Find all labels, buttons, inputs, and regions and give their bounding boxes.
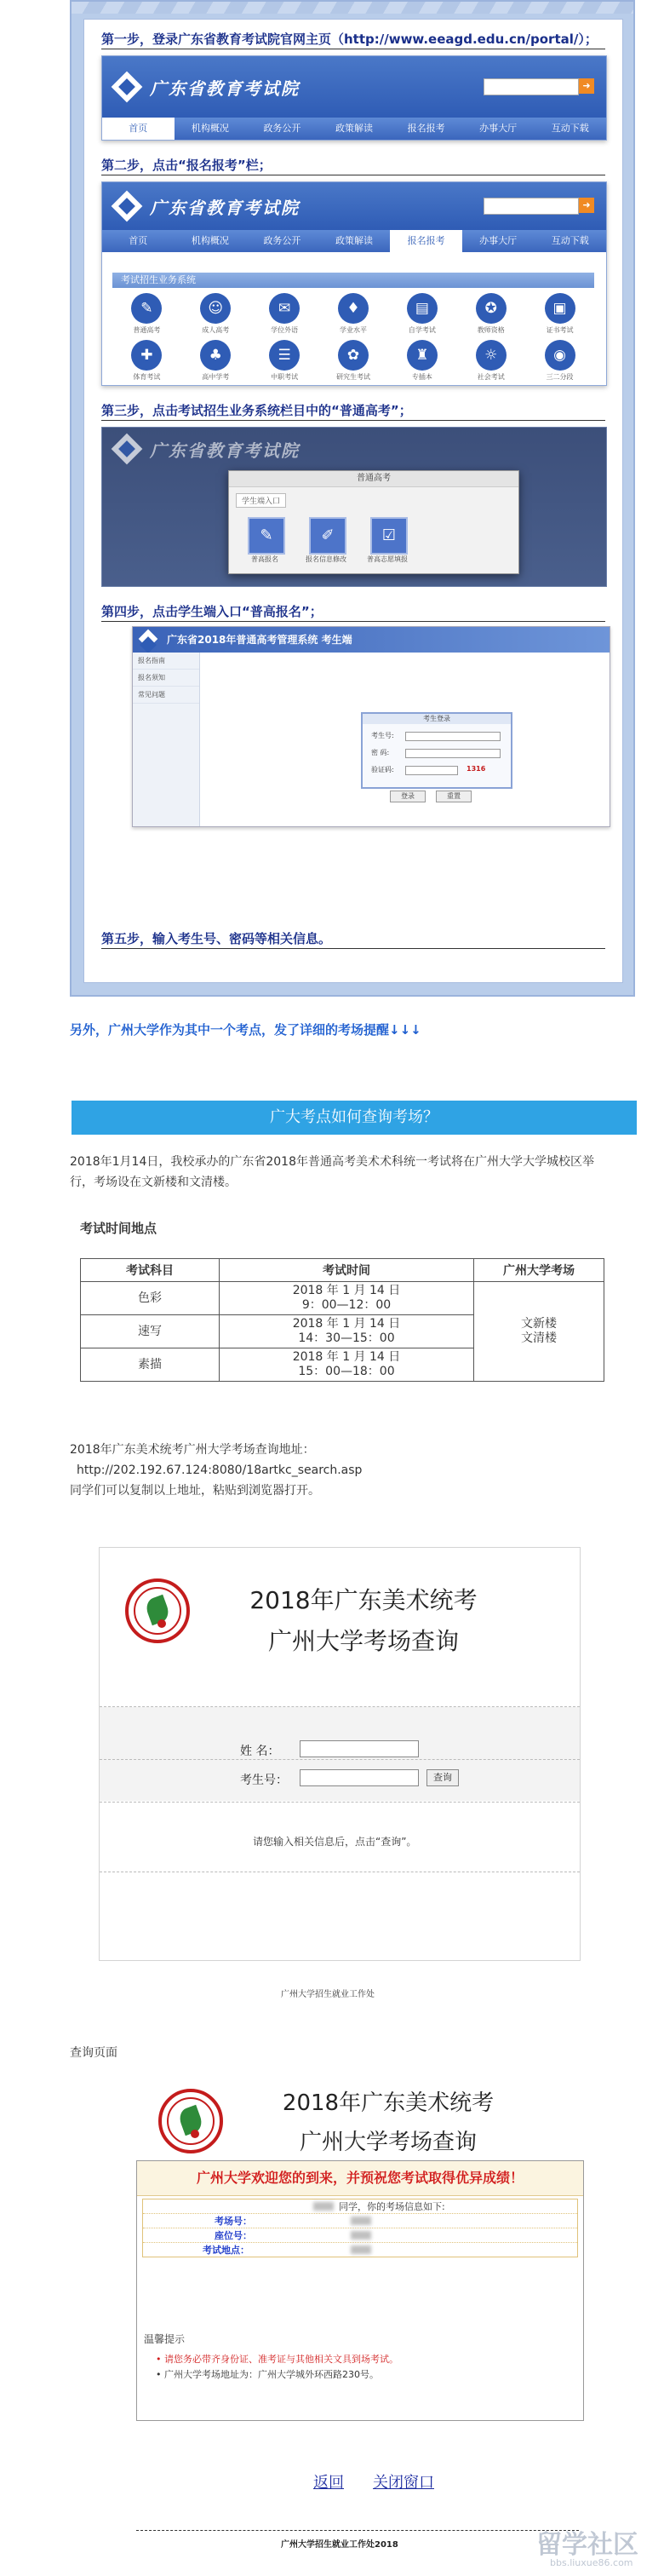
- exam-table: [80, 1258, 604, 1382]
- business-icon-label: 体育考试: [133, 373, 161, 381]
- modal-item-register[interactable]: 普高报名: [251, 555, 278, 563]
- dashed-divider: [100, 1759, 580, 1760]
- exam-id-field[interactable]: [405, 732, 501, 741]
- business-icon-item[interactable]: [181, 293, 250, 335]
- business-icon-label: 研究生考试: [335, 373, 370, 381]
- business-icon-label: 普通高考: [133, 326, 161, 334]
- login-screenshot: [132, 626, 610, 827]
- query-address-hint: 同学们可以复制以上地址，粘贴到浏览器打开。: [70, 1484, 320, 1498]
- table-cell: [220, 1348, 474, 1382]
- guide-panel: [70, 0, 635, 997]
- business-icon-item[interactable]: [525, 293, 594, 335]
- seal-dot: [157, 1619, 166, 1628]
- nav-service[interactable]: 办事大厅: [479, 123, 518, 134]
- tip-text: 广州大学考场地址为：广州大学城外环西路230号。: [164, 2369, 379, 2380]
- business-icon: ✎: [131, 293, 162, 324]
- sidebar-item[interactable]: 常见问题: [133, 687, 199, 704]
- query-hint: 请您输入相关信息后，点击“查询”。: [253, 1836, 417, 1848]
- sidebar-item[interactable]: 报名须知: [133, 670, 199, 687]
- blue-note: 另外，广州大学作为其中一个考点，发了详细的考场提醒↓↓↓: [70, 1022, 421, 1038]
- venue-text: 文清楼: [521, 1331, 557, 1345]
- business-icon-label: 成人高考: [202, 326, 230, 334]
- table-cell: 色彩: [81, 1282, 220, 1315]
- portal-screenshot-1: [101, 55, 607, 141]
- volunteer-icon[interactable]: ☑: [370, 517, 408, 555]
- business-icon-label: 中职考试: [271, 373, 299, 381]
- step-5-title: 第五步，输入考生号、密码等相关信息。: [101, 931, 332, 946]
- business-icon-item[interactable]: [319, 340, 388, 382]
- redacted-value: [351, 2217, 371, 2225]
- table-header: 广州大学考场: [474, 1259, 604, 1282]
- business-icon-item[interactable]: [250, 340, 319, 382]
- time-text: 15：00—18：00: [298, 1365, 395, 1378]
- dashed-divider: [100, 1802, 580, 1803]
- field-label: 考试地点：: [203, 2245, 249, 2256]
- business-icon-label: 高中学考: [202, 373, 230, 381]
- redacted-value: [351, 2245, 371, 2254]
- login-form-title: 考生登录: [363, 714, 511, 724]
- modal-title: 普通高考: [229, 471, 518, 487]
- divider: [101, 621, 605, 622]
- modal-item-edit[interactable]: 报名信息修改: [306, 555, 346, 563]
- step-4-title: 第四步，点击学生端入口“普高报名”；: [101, 604, 323, 619]
- login-form: [361, 712, 512, 789]
- business-icon-label: 三二分段: [546, 373, 574, 381]
- business-icon-item[interactable]: [387, 293, 456, 335]
- search-input[interactable]: [484, 78, 579, 95]
- login-sidebar: [133, 653, 200, 826]
- register-icon[interactable]: ✎: [248, 517, 285, 555]
- divider: [101, 948, 605, 949]
- back-link[interactable]: 返回: [313, 2474, 344, 2492]
- captcha-field[interactable]: [405, 766, 458, 775]
- password-field[interactable]: [405, 749, 501, 758]
- table-cell: [220, 1282, 474, 1315]
- seal-dot: [191, 2130, 199, 2138]
- close-window-link[interactable]: 关闭窗口: [373, 2474, 434, 2492]
- result-footer: 广州大学招生就业工作处2018: [281, 2540, 398, 2550]
- watermark-sub: bbs.liuxue86.com: [550, 2557, 633, 2568]
- gaokao-modal: [228, 470, 519, 574]
- watermark-main: 留学社区: [536, 2530, 638, 2560]
- portal-logo-text: 广东省教育考试院: [150, 440, 300, 461]
- label-password: 密 码:: [371, 749, 390, 756]
- business-icon-item[interactable]: [112, 340, 181, 382]
- label-captcha: 验证码:: [371, 766, 394, 773]
- business-icon-item[interactable]: [112, 293, 181, 335]
- business-icon: ☼: [476, 340, 507, 371]
- portal-nav: [102, 230, 606, 252]
- date-text: 2018 年 1 月 14 日: [292, 1350, 401, 1364]
- business-icon-item[interactable]: [319, 293, 388, 335]
- decorative-strip: [72, 2, 633, 14]
- edit-icon[interactable]: ✐: [309, 517, 346, 555]
- tip-item: • 请您务必带齐身份证、准考证与其他相关文具到场考试。: [156, 2354, 398, 2365]
- query-address-url[interactable]: http://202.192.67.124:8080/18artkc_search.asp: [77, 1463, 363, 1477]
- redacted-name: [313, 2202, 334, 2211]
- name-field[interactable]: [300, 1740, 419, 1757]
- business-icon-item[interactable]: [456, 340, 525, 382]
- business-icon: ♣: [200, 340, 231, 371]
- step-2-title: 第二步，点击“报名报考”栏；: [101, 158, 272, 173]
- business-icon: ☺: [200, 293, 231, 324]
- field-label: 考场号：: [215, 2216, 252, 2227]
- portal-banner: [102, 56, 606, 118]
- tip-item: • 广州大学考场地址为：广州大学城外环西路230号。: [156, 2369, 379, 2380]
- result-info-table: [142, 2199, 578, 2257]
- date-text: 2018 年 1 月 14 日: [292, 1317, 401, 1331]
- date-text: 2018 年 1 月 14 日: [292, 1284, 401, 1297]
- nav-register[interactable]: 报名报考: [390, 230, 462, 252]
- university-seal-icon: [125, 1578, 190, 1643]
- table-header: 考试科目: [81, 1259, 220, 1282]
- business-icon-item[interactable]: [250, 293, 319, 335]
- portal-banner: [102, 182, 606, 230]
- business-icon-label: 自学考试: [408, 326, 436, 334]
- result-row: [143, 2199, 577, 2214]
- business-icon-label: 学业水平: [339, 326, 367, 334]
- reset-button[interactable]: 重置: [436, 791, 472, 802]
- table-header: 考试时间: [220, 1259, 474, 1282]
- name-label: 姓 名：: [240, 1745, 280, 1758]
- search-icon[interactable]: ➜: [579, 78, 594, 94]
- business-icon: ▤: [407, 293, 438, 324]
- business-icon: ♜: [407, 340, 438, 371]
- login-banner: 广东省2018年普通高考管理系统 考生端: [133, 627, 610, 653]
- table-cell: 速写: [81, 1315, 220, 1348]
- business-icon-label: 专插本: [411, 373, 432, 381]
- result-row: [143, 2243, 577, 2257]
- section-title-bar: 广大考点如何查询考场？: [72, 1101, 637, 1135]
- business-icon-item[interactable]: [456, 293, 525, 335]
- business-icon: ✚: [131, 340, 162, 371]
- logo-icon: [112, 434, 143, 465]
- nav-service[interactable]: 办事大厅: [479, 235, 518, 246]
- nav-policy[interactable]: 政策解读: [335, 235, 374, 246]
- business-icon-label: 证书考试: [546, 326, 574, 334]
- captcha-image: 1316: [467, 765, 486, 773]
- query-button[interactable]: 查询: [426, 1769, 459, 1786]
- field-label: 座位号：: [215, 2230, 252, 2241]
- nav-home[interactable]: 首页: [102, 118, 175, 140]
- footer-divider: [136, 2530, 579, 2531]
- nav-public[interactable]: 政务公开: [263, 235, 301, 246]
- venue-text: 文新楼: [521, 1317, 557, 1331]
- time-text: 9：00—12：00: [301, 1298, 392, 1312]
- nav-about[interactable]: 机构概况: [191, 235, 229, 246]
- business-icon-label: 学位外语: [271, 326, 299, 334]
- nav-policy[interactable]: 政策解读: [335, 123, 374, 134]
- portal-screenshot-2: [101, 181, 607, 386]
- table-cell: [220, 1315, 474, 1348]
- time-text: 14：30—15：00: [298, 1331, 395, 1345]
- university-seal-icon: [158, 2089, 223, 2153]
- business-icon-label: 社会考试: [477, 373, 505, 381]
- result-title-1: 2018年广东美术统考: [282, 2090, 495, 2116]
- nav-home[interactable]: 首页: [129, 235, 148, 246]
- logo-icon: [112, 72, 143, 103]
- nav-public[interactable]: 政务公开: [263, 123, 301, 134]
- query-title-2: 广州大学考场查询: [267, 1627, 459, 1655]
- query-page-screenshot: [99, 1547, 581, 1961]
- result-row: [143, 2214, 577, 2228]
- exam-heading: 考试时间地点: [80, 1221, 157, 1236]
- nav-download[interactable]: 互动下载: [551, 235, 589, 246]
- portal-nav: [102, 118, 606, 140]
- divider: [101, 420, 605, 421]
- table-row: [81, 1282, 604, 1315]
- welcome-banner: 广州大学欢迎您的到来，并预祝您考试取得优异成绩！: [137, 2161, 583, 2196]
- student-entry-tab[interactable]: 学生端入口: [236, 493, 286, 508]
- portal-logo-text: 广东省教育考试院: [150, 198, 300, 218]
- label-exam-id: 考生号:: [371, 732, 394, 739]
- step-3-title: 第三步，点击考试招生业务系统栏目中的“普通高考”；: [101, 403, 412, 418]
- business-icon: ♦: [338, 293, 369, 324]
- business-system-bar: 考试招生业务系统: [112, 273, 594, 288]
- business-icon: ✿: [338, 340, 369, 371]
- login-button[interactable]: 登录: [390, 791, 426, 802]
- tip-text: 请您务必带齐身份证、准考证与其他相关文具到场考试。: [164, 2354, 398, 2365]
- tips-title: 温馨提示: [144, 2333, 186, 2345]
- business-icon: ☰: [269, 340, 300, 371]
- business-icon-item[interactable]: [525, 340, 594, 382]
- redacted-value: [351, 2231, 371, 2240]
- nav-register[interactable]: 报名报考: [407, 123, 445, 134]
- business-icon-item[interactable]: [181, 340, 250, 382]
- portal-screenshot-3: [101, 427, 607, 587]
- query-address-label: 2018年广东美术统考广州大学考场查询地址：: [70, 1443, 315, 1457]
- business-icon: ✪: [476, 293, 507, 324]
- exam-id-label: 考生号：: [240, 1774, 288, 1787]
- result-caption: 查询页面: [70, 2046, 117, 2060]
- result-panel: [136, 2160, 584, 2421]
- query-footer: 广州大学招生就业工作处: [281, 1990, 375, 1999]
- business-icon-item[interactable]: [387, 340, 456, 382]
- business-icon: ✉: [269, 293, 300, 324]
- nav-about[interactable]: 机构概况: [191, 123, 229, 134]
- portal-logo-text: 广东省教育考试院: [150, 78, 300, 99]
- step-1-title: 第一步，登录广东省教育考试院官网主页（http://www.eeagd.edu.cn/portal/）；: [101, 32, 598, 47]
- query-title-1: 2018年广东美术统考: [249, 1586, 478, 1614]
- intro-paragraph: 2018年1月14日，我校承办的广东省2018年普通高考美术术科统一考试将在广州大学大学城校区举行，考场设在文新楼和文清楼。: [70, 1155, 594, 1189]
- venue-cell: [474, 1282, 604, 1382]
- sidebar-item[interactable]: 报名指南: [133, 653, 199, 670]
- result-title-2: 广州大学考场查询: [299, 2130, 477, 2155]
- greeting-text: 同学，你的考场信息如下:: [339, 2201, 445, 2212]
- nav-download[interactable]: 互动下载: [551, 123, 589, 134]
- logo-icon: [112, 191, 143, 222]
- business-icon-label: 教师资格: [477, 326, 505, 334]
- result-row: [143, 2228, 577, 2243]
- guide-inner: [83, 19, 623, 983]
- table-cell: 素描: [81, 1348, 220, 1382]
- business-icon: ◉: [545, 340, 575, 371]
- exam-id-field[interactable]: [300, 1769, 419, 1786]
- business-icon: ▣: [545, 293, 575, 324]
- modal-item-volunteer[interactable]: 普高志愿填报: [367, 555, 408, 563]
- search-icon[interactable]: ➜: [579, 198, 594, 213]
- search-input[interactable]: [484, 198, 579, 215]
- business-icon-grid: [112, 293, 594, 382]
